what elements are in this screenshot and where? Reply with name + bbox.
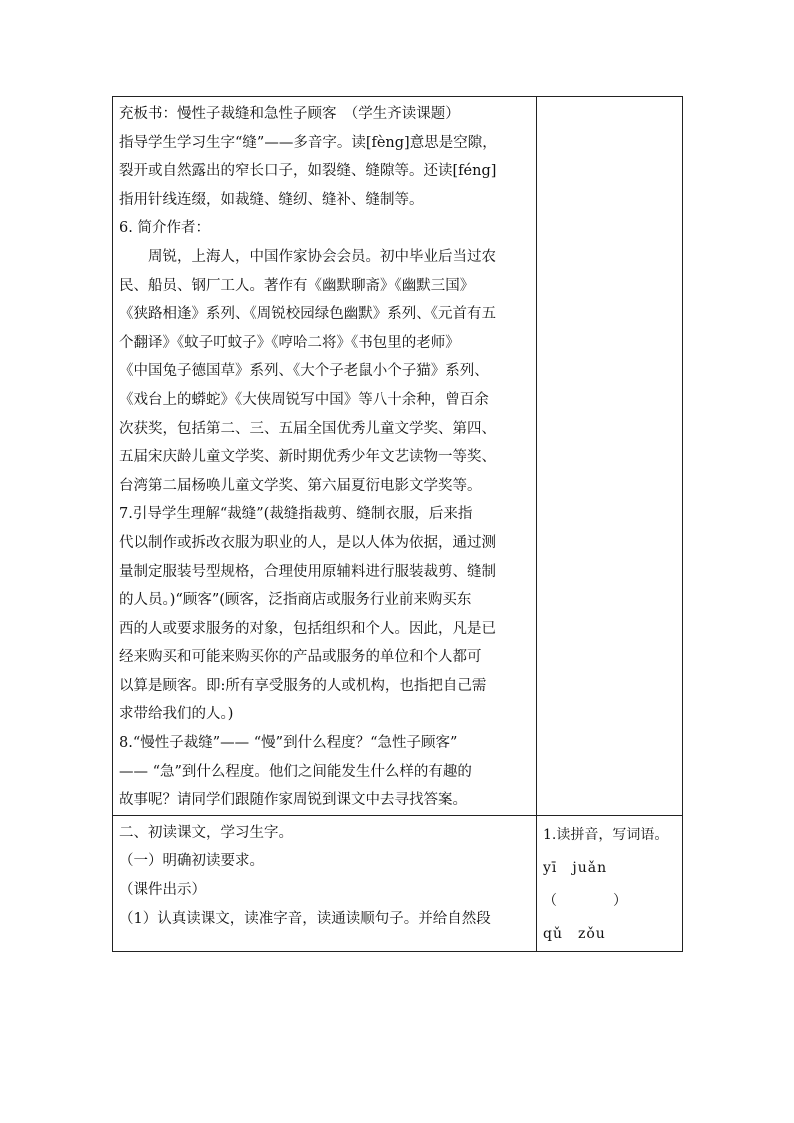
section-heading: 二、初读课文，学习生字。 [119,824,293,841]
text-line: 7.引导学生理解“裁缝”(裁缝指裁剪、缝制衣服，后来指 [119,506,473,523]
text-line: 故事呢？请同学们跟随作家周锐到课文中去寻找答案。 [119,792,467,809]
text-line: （一）明确初读要求。 [119,853,264,870]
text-line: —— “急”到什么程度。他们之间能发生什么样的有趣的 [119,763,472,780]
answer-blank: （ ） [543,892,627,909]
text-line: 充板书：慢性子裁缝和急性子顾客 （学生齐读课题） [119,106,460,122]
text-line: 求带给我们的人。) [119,706,234,723]
text-line: 的人员。)“顾客”(顾客，泛指商店或服务行业前来购买东 [119,592,472,609]
table-row [113,815,683,951]
table-row [113,97,683,816]
text-line: 代以制作或拆改衣服为职业的人，是以人体为依据，通过测 [119,534,496,551]
pinyin-line: qǔ zǒu [543,925,606,942]
notes-cell [537,97,683,816]
text-line: 次获奖，包括第二、三、五届全国优秀儿童文学奖、第四、 [119,420,496,437]
text-line: （课件出示） [119,882,206,899]
text-line: 经来购买和可能来购买你的产品或服务的单位和个人都可 [119,649,482,666]
text-line: 裂开或自然露出的窄长口子，如裂缝、缝隙等。还读[féng] [119,163,497,180]
text-line: 西的人或要求服务的对象，包括组织和个人。因此，凡是已 [119,620,496,637]
text-line: 个翻译》《蚊子叮蚊子》《哼哈二将》《书包里的老师》 [119,334,460,351]
text-line: 《中国兔子德国草》系列、《大个子老鼠小个子猫》系列、 [119,363,489,380]
text-line: 台湾第二届杨唤儿童文学奖、第六届夏衍电影文学奖等。 [119,477,482,494]
text-line: 以算是顾客。即:所有享受服务的人或机构，也指把自己需 [119,677,487,694]
text-line: 指导学生学习生字“缝”——多音字。读[fèng]意思是空隙， [119,134,497,151]
exercise-title: 1.读拼音，写词语。 [543,826,669,843]
text-line: 五届宋庆龄儿童文学奖、新时期优秀少年文艺读物一等奖、 [119,449,496,466]
text-line: （1）认真读课文，读准字音，读通读顺句子。并给自然段 [119,910,491,927]
text-line: 指用针线连缀，如裁缝、缝纫、缝补、缝制等。 [119,191,424,208]
text-line: 《戏台上的蟒蛇》《大侠周锐写中国》等八十余种，曾百余 [119,391,489,408]
text-line: 《狭路相逢》系列、《周锐校园绿色幽默》系列、《元首有五 [119,306,496,323]
text-line: 量制定服装号型规格，合理使用原辅料进行服装裁剪、缝制 [119,563,496,580]
exercise-cell [537,815,683,951]
teaching-content-cell [113,815,537,951]
text-line: 民、船员、钢厂工人。著作有《幽默聊斋》《幽默三国》 [119,277,475,294]
lesson-plan-table [112,96,683,952]
section-heading: 6. 简介作者： [119,220,210,237]
text-line: 周锐，上海人，中国作家协会会员。初中毕业后当过农 [148,248,496,265]
text-line: 8.“慢性子裁缝”—— “慢”到什么程度？“急性子顾客” [119,735,458,752]
teaching-content-cell [113,97,537,816]
pinyin-line: yī juǎn [543,859,608,876]
